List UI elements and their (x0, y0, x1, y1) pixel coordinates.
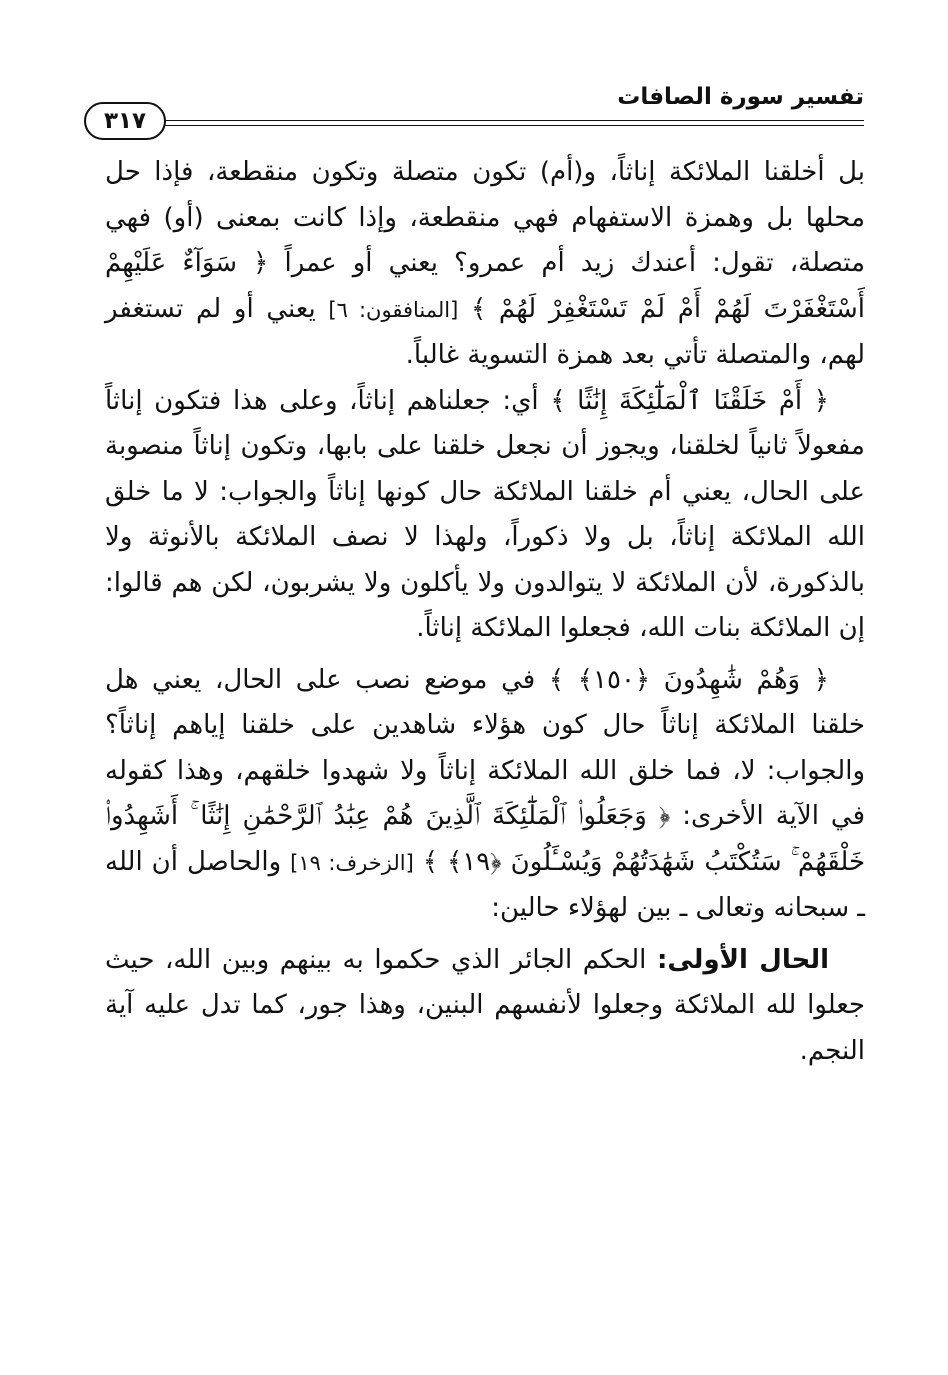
quran-verse: ﴿ سَوَآءٌ عَلَيْهِمْ أَسْتَغْفَرْتَ لَهُمْ أَمْ لَمْ تَسْتَغْفِرْ لَهُمْ ﴾ (105, 248, 866, 324)
paragraph-1 (105, 150, 865, 379)
paragraph-3 (105, 658, 865, 932)
main-text (105, 150, 865, 1074)
paragraph-text: والحاصل أن الله ـ سبحانه وتعالى ـ بين لهؤلاء حالين: (105, 846, 865, 923)
header-rule (156, 120, 864, 126)
paragraph-text: في موضع نصب على الحال، يعني هل خلقنا الملائكة إناثاً حال كون هؤلاء شاهدين على خلقنا إياهم إناثاً؟ والجواب: لا، فما خلق الله الملائكة إناثاً ولا شهدوا خلقهم، وهذا كقوله في الآية الأخرى: (105, 664, 866, 831)
paragraph-4 (105, 938, 865, 1075)
paragraph-2 (105, 379, 865, 652)
verse-reference: [الزخرف: ١٩] (290, 850, 414, 875)
text-line: بل أخلقنا الملائكة إناثاً، و(أم) تكون متصلة وتكون منقطعة، فإذا (154, 157, 865, 187)
quran-verse: ﴿ وَهُمْ شَٰهِدُونَ ﴿١٥٠﴾ ﴾ (548, 664, 829, 695)
section-heading: الحال الأولى: (656, 944, 829, 975)
page-header (84, 78, 864, 140)
quran-verse: ﴿ وَجَعَلُوا۟ ٱلْمَلَٰٓئِكَةَ ٱلَّذِينَ هُمْ عِبَٰدُ ٱلرَّحْمَٰنِ إِنَٰثًا ۚ أَشَهِدُوا۟ خَلْقَهُمْ ۚ سَتُكْتَبُ شَهَٰدَتُهُمْ وَيُسْـَٔلُونَ ﴿١٩﴾ ﴾ (105, 801, 866, 877)
text-line: حل محلها بل وهمزة الاستفهام فهي منقطعة، وإذا كانت بمعنى (105, 157, 866, 233)
quran-verse: ﴿ أَمْ خَلَقْنَا ٱلْمَلَٰٓئِكَةَ إِنَٰثًا ﴾ (550, 385, 830, 416)
text-line: (أو) فهي متصلة، تقول: أعندك زيد أم عمرو؟ يعني أو عمراً (105, 202, 866, 278)
page-number: ٣١٧ (84, 102, 166, 140)
paragraph-text: أي: جعلناهم إناثاً، وعلى هذا فتكون إناثاً مفعولاً ثانياً لخلقنا، ويجوز أن نجعل خلقنا على بابها، وتكون إناثاً منصوبة على الحال، يعني أم خلقنا الملائكة حال كونها إناثاً والجواب: لا ما خلق الله الملائكة إناثاً، بل ولا ذكوراً، ولهذا لا نصف الملائكة بالأنوثة ولا بالذكورة، لأن الملائكة لا يتوالدون ولا يأكلون ولا يشربون، لكن هم قالوا: إن الملائكة بنات الله، فجعلوا الملائكة إناثاً. (105, 385, 865, 643)
paragraph-text: الحكم الجائر الذي حكموا به بينهم وبين الله، حيث جعلوا لله الملائكة وجعلوا لأنفسهم البنين، وهذا جور، كما تدل عليه آية النجم. (105, 944, 865, 1066)
text-line: يعني أو لم تستغفر لهم، والمتصلة تأتي بعد همزة التسوية غالباً. (105, 293, 865, 370)
running-title: تفسير سورة الصافات (617, 84, 864, 110)
verse-reference: [المنافقون: ٦] (328, 297, 459, 322)
